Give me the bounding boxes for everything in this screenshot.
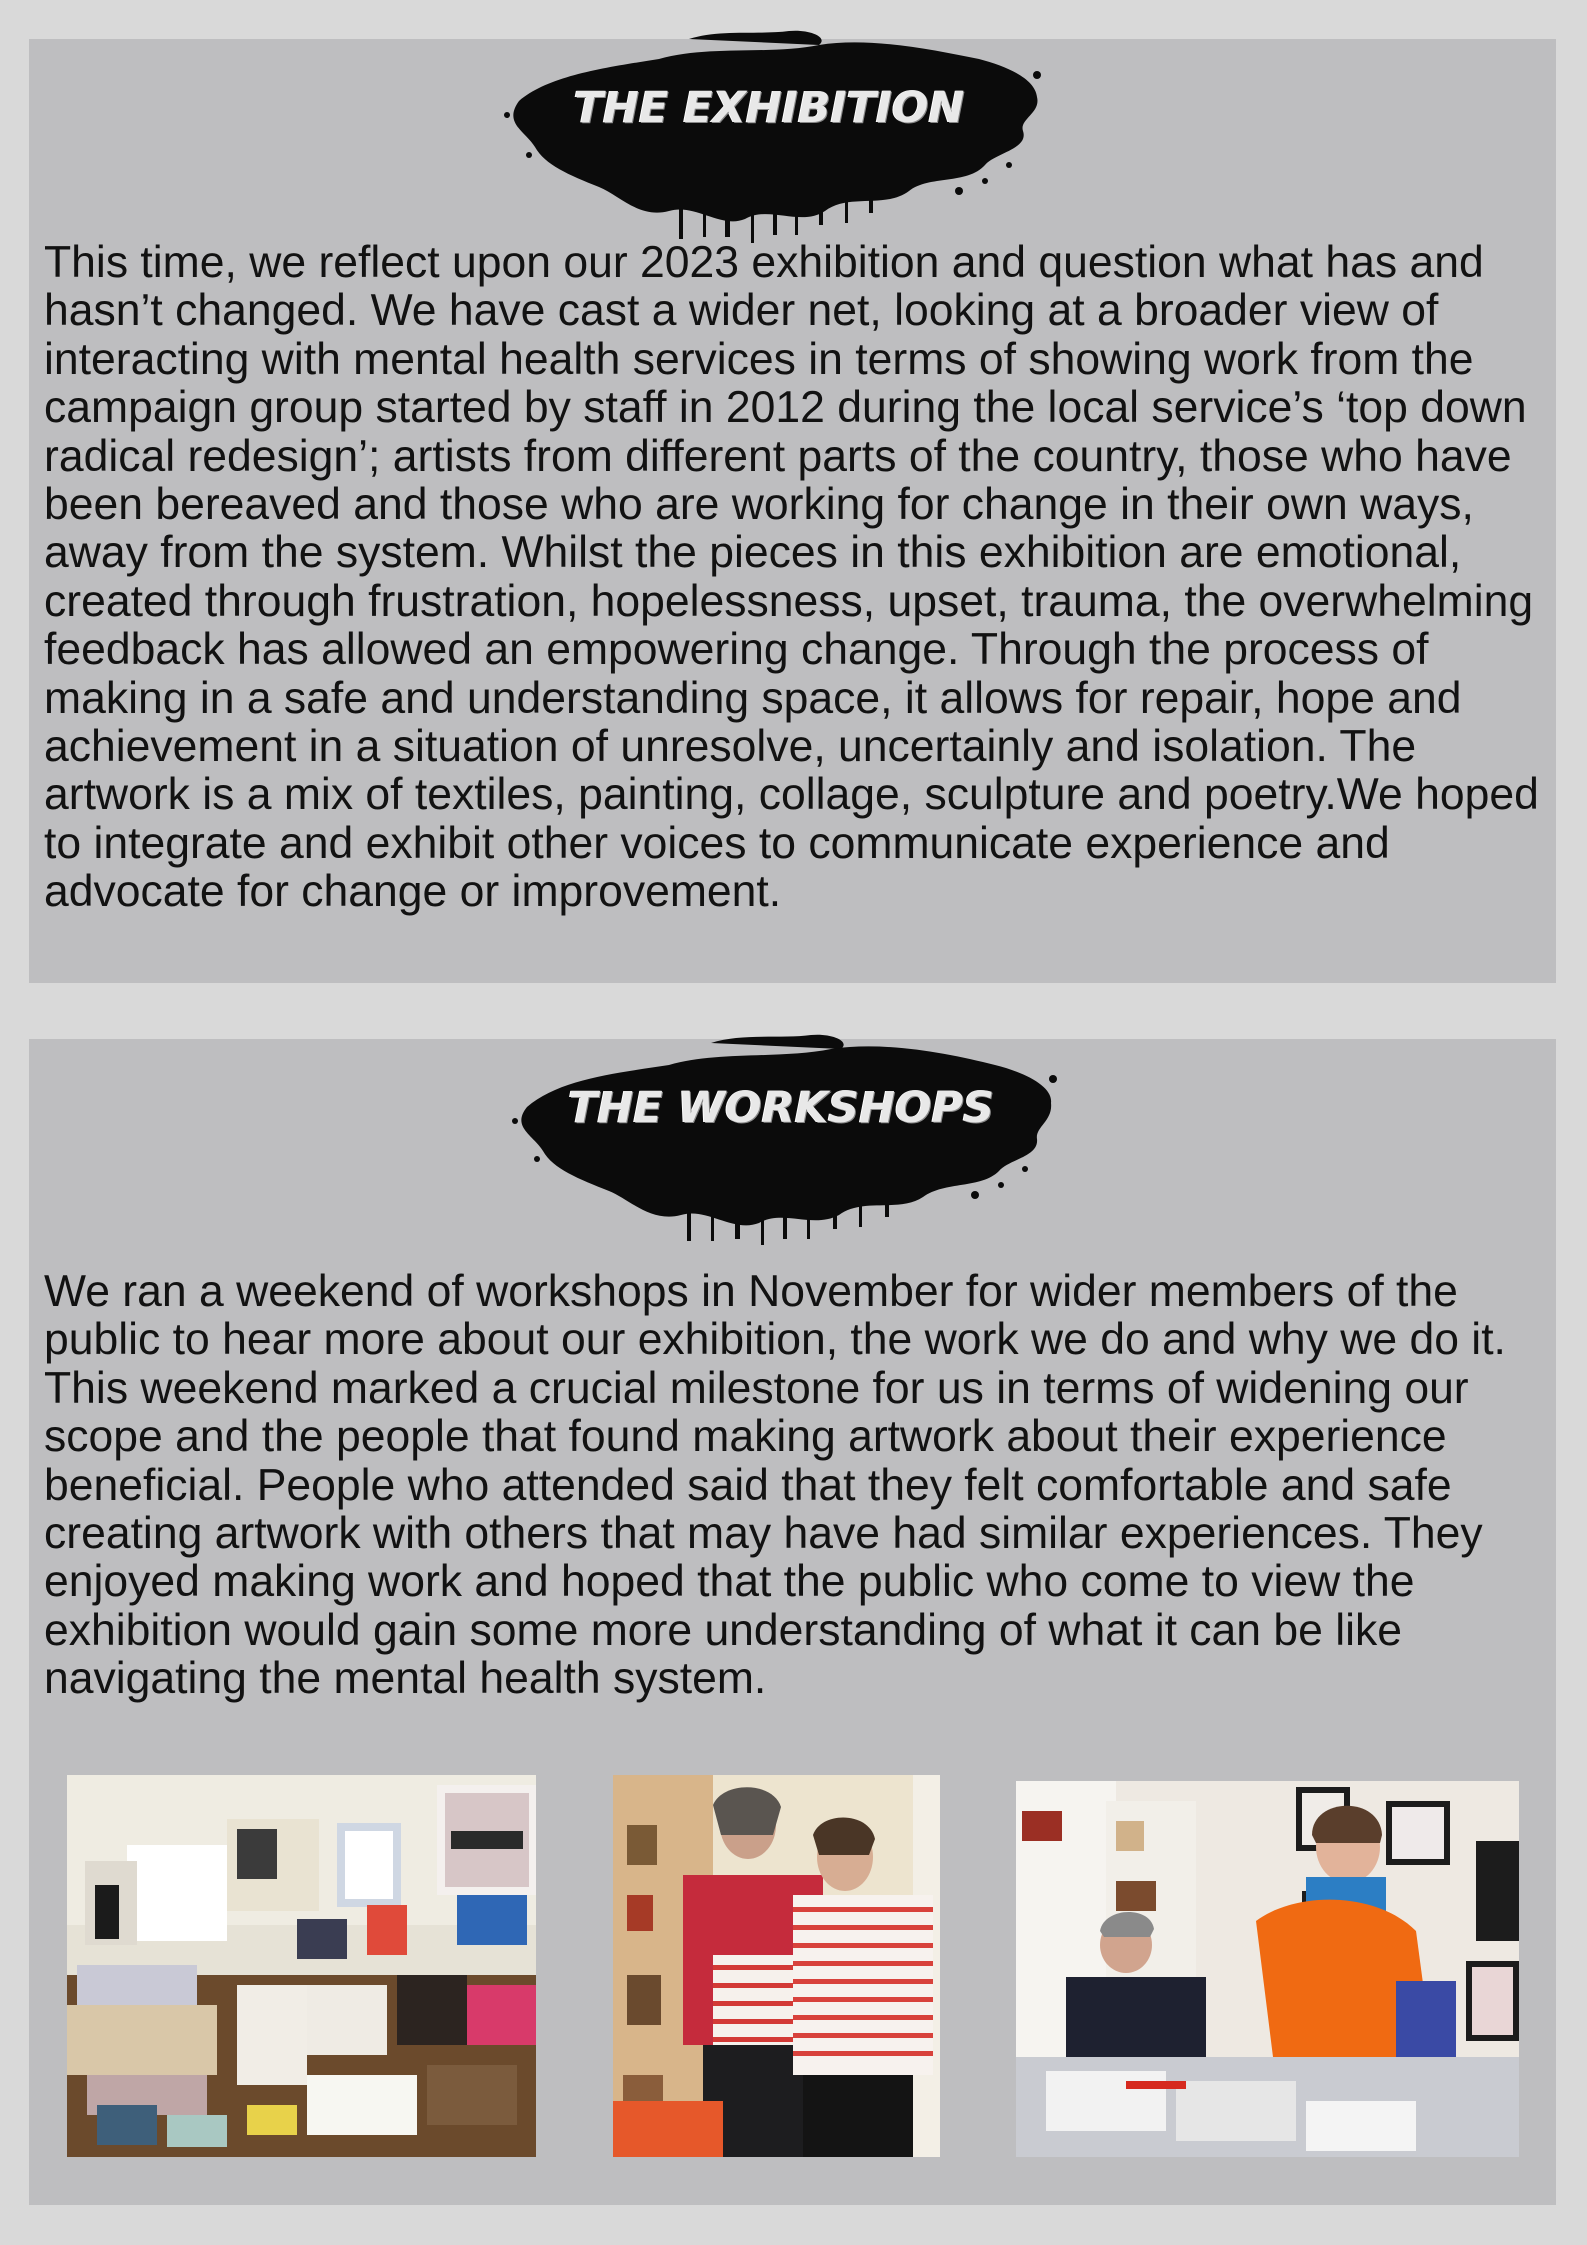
exhibition-heading: THE EXHIBITION <box>573 83 965 133</box>
workshops-section <box>29 1039 1556 2205</box>
table-of-artworks-photo <box>67 1775 536 2157</box>
exhibition-heading-brush <box>489 15 1049 245</box>
two-women-photo <box>613 1775 940 2157</box>
workshops-heading: THE WORKSHOPS <box>567 1083 995 1133</box>
exhibition-body-text: This time, we reflect upon our 2023 exhibition and question what has and hasn’t changed. We have cast a wider net, looking at a broader view of interacting with mental health services in terms of showing work from the campaign group started by staff in 2012 during the local service’s ‘top down radical redesign’; artists from different parts of the country, those who have been bereaved and those who are working for change in their own ways, away from the system. Whilst the pieces in this exhibition are emotional, created through frustration, hopelessness, upset, trauma, the overwhelming feedback has allowed an empowering change. Through the process of making in a safe and understanding space, it allows for repair, hope and achievement in a situation of unresolve, uncertainly and isolation. The artwork is a mix of textiles, painting, collage, sculpture and poetry.We hoped to integrate and exhibit other voices to communicate experience and advocate for change or improvement. <box>44 238 1539 917</box>
workshops-body-text: We ran a weekend of workshops in November for wider members of the public to hear more about our exhibition, the work we do and why we do it. This weekend marked a crucial milestone for us in terms of widening our scope and the people that found making artwork about their experience beneficial. People who attended said that they felt comfortable and safe creating artwork with others that may have had similar experiences. They enjoyed making work and hoped that the public who come to view the exhibition would gain some more understanding of what it can be like navigating the mental health system. <box>44 1267 1506 1704</box>
studio-artists-photo <box>1016 1781 1519 2157</box>
exhibition-section <box>29 39 1556 983</box>
workshops-heading-brush <box>501 1017 1061 1247</box>
